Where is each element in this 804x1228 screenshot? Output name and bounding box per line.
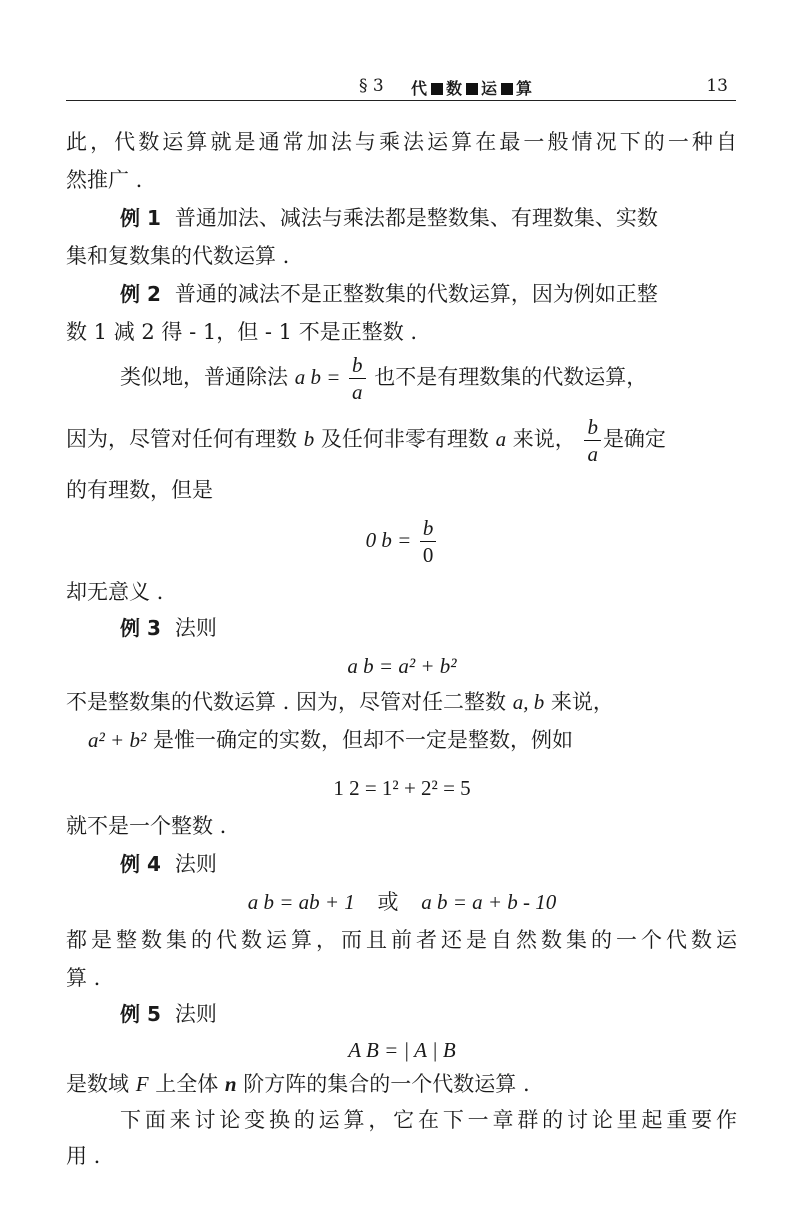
fraction-b-over-a: $\frac{b}{a}$ (349, 352, 366, 405)
equation-ex4: a b = ab + 1 或 a b = a + b - 10 (247, 890, 557, 914)
section-title: 代 数 运 算 (411, 79, 534, 98)
equation-ex3: a b = a² + b² (347, 654, 457, 678)
example-label: 例 4 (120, 852, 161, 876)
example-1: 例 1 普通加法、减法与乘法都是整数集、有理数集、实数 (120, 206, 658, 230)
text-line: 都是整数集的代数运算，而且前者还是自然数集的一个代数运 (66, 928, 737, 952)
example-label: 例 1 (120, 206, 161, 230)
text-line: 是数域 F 上全体 n 阶方阵的集合的一个代数运算 . (66, 1072, 530, 1096)
example-label: 例 3 (120, 616, 161, 640)
example-3: 例 3 法则 (120, 616, 217, 640)
text-line: 此，代数运算就是通常加法与乘法运算在最一般情况下的一种自 (66, 130, 737, 154)
example-label: 例 2 (120, 282, 161, 306)
fraction-b-over-0: $\frac{b}{0}$ (420, 515, 437, 568)
text-line: 类似地，普通除法 a b = $\frac{b}{a}$ 也不是有理数集的代数运算， (120, 353, 648, 404)
square-sum-expression: a² + b² (88, 728, 147, 752)
title-square-mark (466, 83, 478, 95)
text-line: 用 . (66, 1144, 101, 1168)
title-square-mark (501, 83, 513, 95)
page-header (66, 64, 736, 101)
equation-zero-division: 0 b = $\frac{b}{0}$ (0, 515, 804, 568)
text-line: 集和复数集的代数运算 . (66, 244, 290, 268)
text-line: 就不是一个整数 . (66, 814, 227, 838)
section-number: § 3 (359, 76, 384, 96)
text-line: a² + b² 是惟一确定的实数，但却不一定是整数，例如 (88, 728, 573, 752)
text-line: 的有理数，但是 (66, 478, 213, 502)
page-number: 13 (706, 76, 728, 96)
text-line: 然推广 . (66, 168, 143, 192)
text-line: 不是整数集的代数运算 . 因为，尽管对任二整数 a, b 来说， (66, 690, 614, 714)
example-label: 例 5 (120, 1002, 161, 1026)
example-4: 例 4 法则 (120, 852, 217, 876)
text-line: 下面来讨论变换的运算，它在下一章群的讨论里起重要作 (120, 1108, 737, 1132)
text-line: 算 . (66, 966, 101, 990)
text-line: 数 1 减 2 得 - 1，但 - 1 不是正整数 . (66, 320, 418, 344)
division-expression: a b = (294, 365, 341, 389)
example-2: 例 2 普通的减法不是正整数集的代数运算，因为例如正整 (120, 282, 658, 306)
text-line: 因为，尽管对任何有理数 b 及任何非零有理数 a 来说， $\frac{b}{a}$ 是确定 (66, 415, 666, 466)
fraction-b-over-a: $\frac{b}{a}$ (584, 414, 601, 467)
text-line: 却无意义 . (66, 580, 164, 604)
example-5: 例 5 法则 (120, 1002, 217, 1026)
equation-ex5: A B = | A | B (348, 1038, 456, 1062)
title-square-mark (431, 83, 443, 95)
equation-ex3-numeric: 1 2 = 1² + 2² = 5 (333, 776, 471, 800)
